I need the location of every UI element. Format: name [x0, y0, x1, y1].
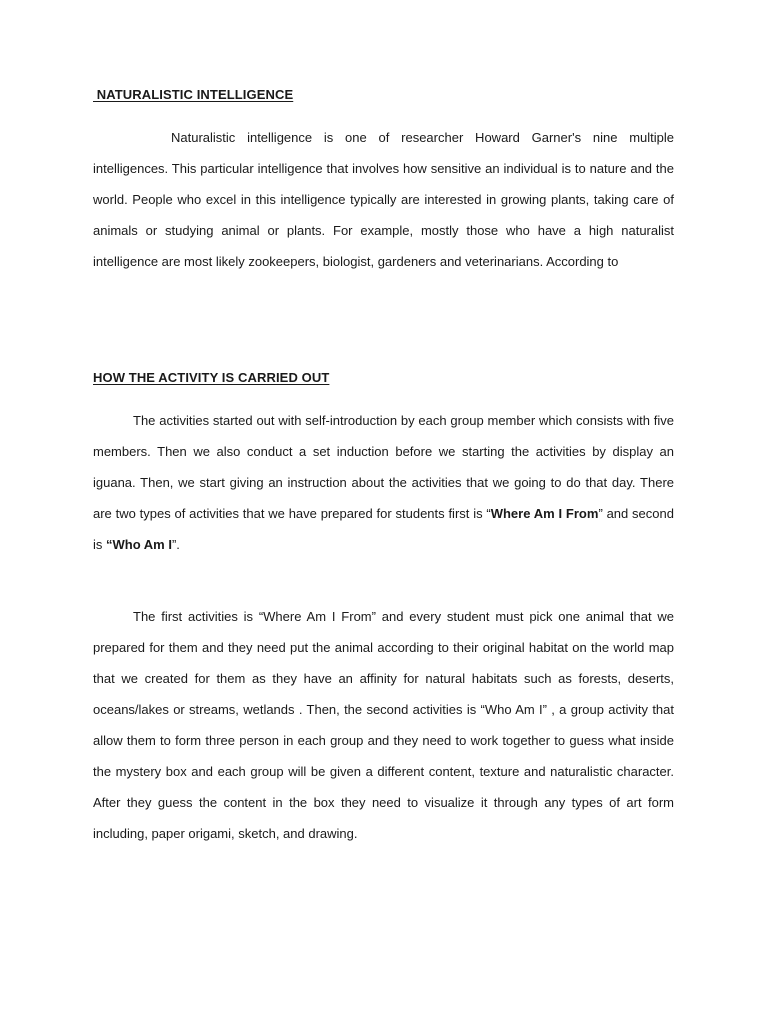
paragraph-text-a: The activities started out with self-introduction by each group member which consists with five members. Then we also conduct a set induction before we starting the activities by display an iguana. Then, we start giving an instruction about the activities that we going to do that day. There are two types of activities that we have prepared for students first is “ [93, 413, 674, 521]
paragraph-activities-detail [93, 601, 674, 849]
paragraph-naturalistic-intro [93, 122, 674, 277]
paragraph-activities-intro [93, 405, 674, 560]
paragraph-text-c: ”. [171, 537, 180, 552]
heading-naturalistic-intelligence: NATURALISTIC INTELLIGENCE [93, 87, 294, 102]
heading-how-activity-carried-out: HOW THE ACTIVITY IS CARRIED OUT [93, 370, 330, 385]
paragraph-text: Naturalistic intelligence is one of researcher Howard Garner's nine multiple intelligences. This particular intelligence that involves how sensitive an individual is to nature and the world. People who excel in this intelligence typically are interested in growing plants, taking care of animals or studying animal or plants. For example, mostly those who have a high naturalist intelligence are most likely zookeepers, biologist, gardeners and veterinarians. According to [93, 130, 674, 269]
paragraph-text-b: ” and second is [93, 506, 674, 552]
activity-name-who-am-i: “Who Am I [106, 537, 172, 552]
paragraph-text: The first activities is “Where Am I From” and every student must pick one animal that we prepared for them and they need put the animal according to their original habitat on the world map that we created for them as they have an affinity for natural habitats such as forests, deserts, oceans/lakes or streams, wetlands . Then, the second activities is “Who Am I” , a group activity that allow them to form three person in each group and they need to work together to guess what inside the mystery box and each group will be given a different content, texture and naturalistic character. After they guess the content in the box they need to visualize it through any types of art form including, paper origami, sketch, and drawing. [93, 609, 674, 841]
activity-name-where-am-i-from: Where Am I From [490, 506, 599, 521]
